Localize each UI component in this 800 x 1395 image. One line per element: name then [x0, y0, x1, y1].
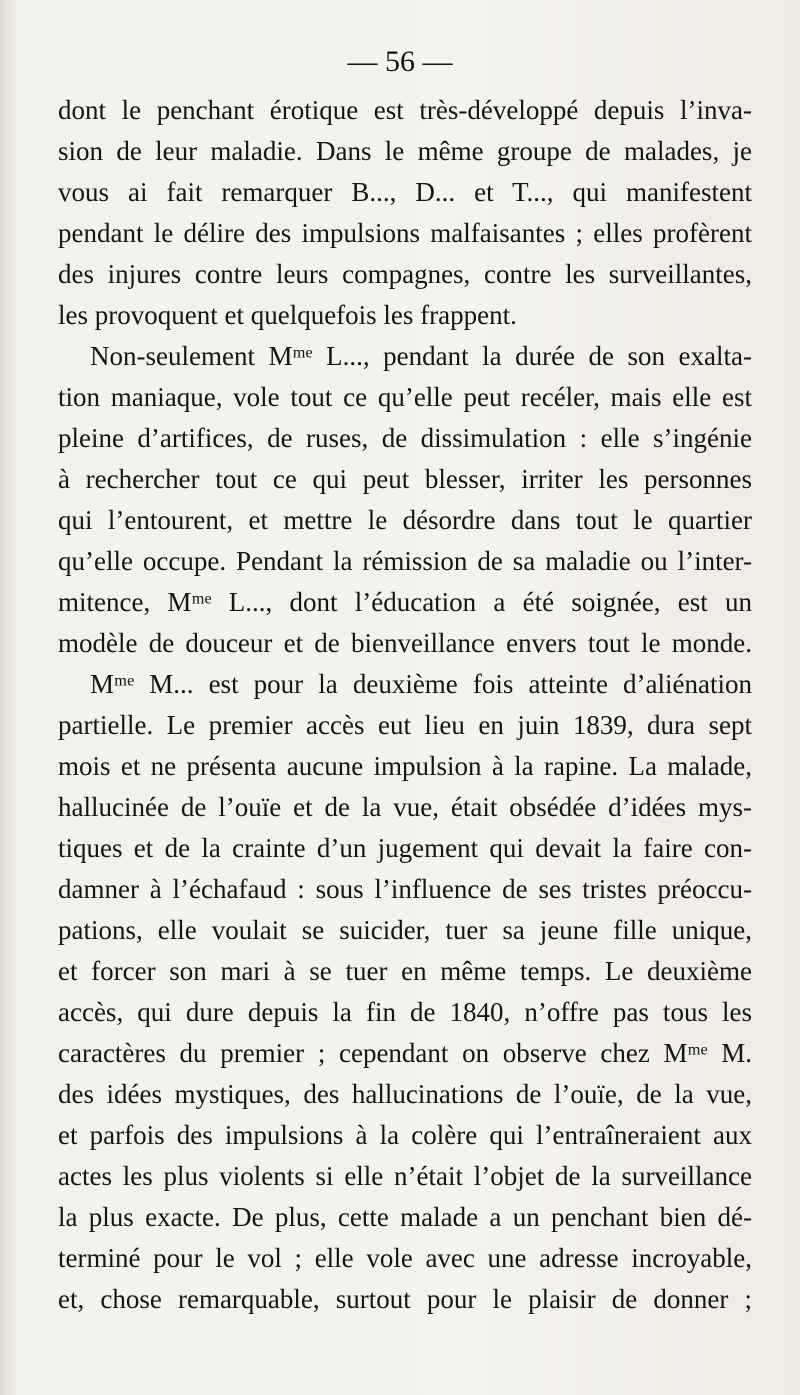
text-line: les provoquent et quelquefois les frappent.: [58, 300, 517, 330]
page-number: — 56 —: [347, 45, 453, 78]
text-line: sion de leur maladie. Dans le même groupe de malades, je: [58, 136, 752, 166]
body-text: [58, 90, 752, 1320]
text-line: pleine d’artifices, de ruses, de dissimulation : elle s’ingénie: [58, 423, 752, 453]
text-line: damner à l’échafaud : sous l’influence de ses tristes préoccu-: [58, 874, 752, 904]
text-line: pations, elle voulait se suicider, tuer sa jeune fille unique,: [58, 915, 752, 945]
text-line: mitence, Mᵐᵉ L..., dont l’éducation a été soignée, est un: [58, 587, 752, 617]
text-line: caractères du premier ; cependant on observe chez Mᵐᵉ M.: [58, 1038, 752, 1068]
text-line: tion maniaque, vole tout ce qu’elle peut recéler, mais elle est: [58, 382, 752, 412]
text-line: vous ai fait remarquer B..., D... et T..., qui manifestent: [58, 177, 752, 207]
text-line: la plus exacte. De plus, cette malade a un penchant bien dé-: [58, 1202, 752, 1232]
text-line: des idées mystiques, des hallucinations de l’ouïe, de la vue,: [58, 1079, 752, 1109]
text-line: actes les plus violents si elle n’était l’objet de la surveillance: [58, 1161, 752, 1191]
text-line: Mᵐᵉ M... est pour la deuxième fois atteinte d’aliénation: [90, 669, 752, 699]
text-line: modèle de douceur et de bienveillance envers tout le monde.: [58, 628, 752, 658]
text-line: à rechercher tout ce qui peut blesser, irriter les personnes: [58, 464, 752, 494]
text-line: dont le penchant érotique est très-développé depuis l’inva-: [58, 95, 752, 125]
text-line: et, chose remarquable, surtout pour le plaisir de donner ;: [58, 1284, 752, 1314]
text-line: terminé pour le vol ; elle vole avec une adresse incroyable,: [58, 1243, 752, 1273]
text-line: et parfois des impulsions à la colère qui l’entraîneraient aux: [58, 1120, 752, 1150]
text-line: et forcer son mari à se tuer en même temps. Le deuxième: [58, 956, 752, 986]
text-line: tiques et de la crainte d’un jugement qui devait la faire con-: [58, 833, 752, 863]
text-line: hallucinée de l’ouïe et de la vue, était obsédée d’idées mys-: [58, 792, 752, 822]
text-line: des injures contre leurs compagnes, contre les surveillantes,: [58, 259, 752, 289]
text-line: accès, qui dure depuis la fin de 1840, n’offre pas tous les: [58, 997, 752, 1027]
text-line: qu’elle occupe. Pendant la rémission de sa maladie ou l’inter-: [58, 546, 752, 576]
text-line: mois et ne présenta aucune impulsion à la rapine. La malade,: [58, 751, 752, 781]
text-line: Non-seulement Mᵐᵉ L..., pendant la durée de son exalta-: [90, 341, 752, 371]
text-line: qui l’entourent, et mettre le désordre dans tout le quartier: [58, 505, 752, 535]
text-line: pendant le délire des impulsions malfaisantes ; elles profèrent: [58, 218, 752, 248]
text-line: partielle. Le premier accès eut lieu en juin 1839, dura sept: [58, 710, 752, 740]
